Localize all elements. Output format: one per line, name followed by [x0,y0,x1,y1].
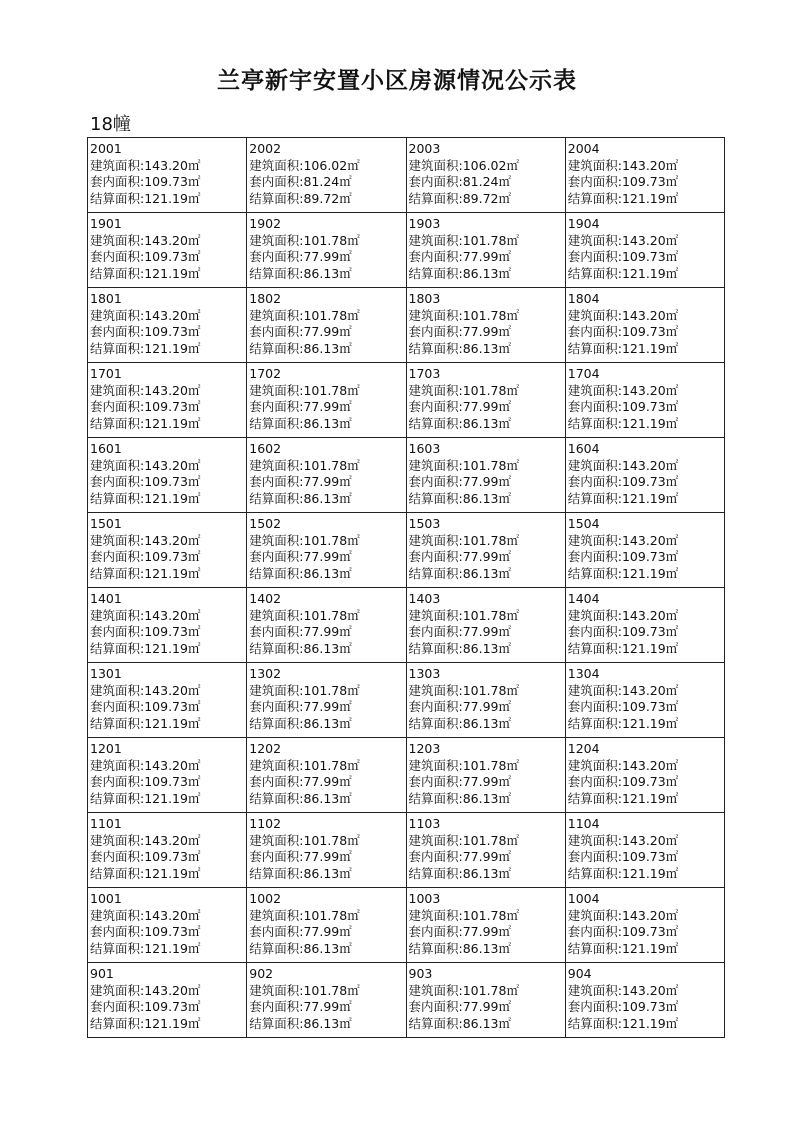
page-title: 兰亭新宇安置小区房源情况公示表 [217,67,577,94]
inner-area: 套内面积:109.73㎡ [90,474,201,489]
room-cell [247,963,406,1038]
building-area: 建筑面积:101.78㎡ [249,232,360,248]
settlement-area: 结算面积:86.13㎡ [249,790,352,806]
inner-area: 套内面积:109.73㎡ [567,474,679,489]
building-area: 建筑面积:101.78㎡ [408,757,519,773]
building-area: 建筑面积:101.78㎡ [249,682,360,698]
room-cell [406,888,565,963]
building-area: 建筑面积:143.20㎡ [90,307,201,323]
inner-area: 套内面积:109.73㎡ [567,249,679,264]
room-cell [406,288,565,363]
inner-area: 套内面积:77.99㎡ [408,774,511,789]
inner-area: 套内面积:109.73㎡ [90,699,201,714]
inner-area: 套内面积:109.73㎡ [567,324,679,339]
inner-area: 套内面积:109.73㎡ [567,549,679,564]
room-cell [406,738,565,813]
inner-area: 套内面积:109.73㎡ [90,999,201,1014]
settlement-area: 结算面积:86.13㎡ [408,940,511,956]
settlement-area: 结算面积:86.13㎡ [249,265,352,281]
inner-area: 套内面积:77.99㎡ [249,324,352,339]
room-cell [88,288,247,363]
building-area: 建筑面积:101.78㎡ [249,757,360,773]
room-number: 1704 [567,366,600,381]
room-number: 1804 [567,291,600,306]
room-number: 1404 [567,591,600,606]
room-table [87,137,725,1038]
room-number: 1901 [90,216,122,231]
room-cell [565,738,724,813]
room-number: 1801 [90,291,122,306]
room-cell [565,138,724,213]
table-row [88,438,725,513]
building-area: 建筑面积:143.20㎡ [567,832,679,848]
room-cell [247,663,406,738]
building-area: 建筑面积:143.20㎡ [90,457,201,473]
building-area: 建筑面积:143.20㎡ [90,157,201,173]
inner-area: 套内面积:77.99㎡ [249,924,352,939]
table-row [88,663,725,738]
room-number: 903 [408,966,433,981]
room-cell [247,738,406,813]
building-area: 建筑面积:101.78㎡ [408,832,519,848]
settlement-area: 结算面积:121.19㎡ [90,415,201,431]
settlement-area: 结算面积:121.19㎡ [90,265,201,281]
room-cell [406,963,565,1038]
building-area: 建筑面积:101.78㎡ [408,232,519,248]
building-area: 建筑面积:143.20㎡ [567,607,679,623]
room-number: 1304 [567,666,600,681]
settlement-area: 结算面积:121.19㎡ [90,940,201,956]
settlement-area: 结算面积:89.72㎡ [408,190,511,206]
inner-area: 套内面积:109.73㎡ [90,774,201,789]
building-area: 建筑面积:101.78㎡ [249,382,360,398]
room-cell [247,363,406,438]
inner-area: 套内面积:81.24㎡ [249,174,352,189]
building-area: 建筑面积:143.20㎡ [567,682,679,698]
building-label: 18幢 [90,114,131,135]
building-area: 建筑面积:101.78㎡ [249,907,360,923]
settlement-area: 结算面积:86.13㎡ [408,1015,511,1031]
inner-area: 套内面积:109.73㎡ [90,549,201,564]
table-row [88,363,725,438]
room-cell [88,813,247,888]
room-number: 1703 [408,366,441,381]
inner-area: 套内面积:77.99㎡ [408,549,511,564]
room-cell [88,963,247,1038]
table-row [88,588,725,663]
room-cell [247,138,406,213]
settlement-area: 结算面积:121.19㎡ [567,865,679,881]
building-area: 建筑面积:143.20㎡ [567,907,679,923]
inner-area: 套内面积:77.99㎡ [408,849,511,864]
room-cell [88,363,247,438]
table-row [88,738,725,813]
room-number: 1903 [408,216,441,231]
room-cell [406,213,565,288]
settlement-area: 结算面积:86.13㎡ [249,565,352,581]
inner-area: 套内面积:77.99㎡ [408,699,511,714]
settlement-area: 结算面积:86.13㎡ [249,340,352,356]
inner-area: 套内面积:77.99㎡ [249,624,352,639]
room-cell [565,213,724,288]
room-number: 1001 [90,891,122,906]
building-area: 建筑面积:106.02㎡ [408,157,519,173]
room-cell [406,588,565,663]
building-area: 建筑面积:143.20㎡ [567,757,679,773]
settlement-area: 结算面积:121.19㎡ [90,340,201,356]
room-number: 1504 [567,516,600,531]
inner-area: 套内面积:109.73㎡ [567,924,679,939]
building-area: 建筑面积:143.20㎡ [567,382,679,398]
room-cell [406,663,565,738]
settlement-area: 结算面积:86.13㎡ [408,790,511,806]
building-area: 建筑面积:101.78㎡ [408,457,519,473]
room-number: 1802 [249,291,282,306]
settlement-area: 结算面积:86.13㎡ [408,490,511,506]
building-area: 建筑面积:101.78㎡ [249,532,360,548]
table-row [88,213,725,288]
room-cell [88,138,247,213]
room-cell [88,888,247,963]
room-number: 2003 [408,141,441,156]
building-area: 建筑面积:101.78㎡ [249,307,360,323]
building-area: 建筑面积:101.78㎡ [249,982,360,998]
room-number: 1302 [249,666,282,681]
room-cell [406,513,565,588]
room-cell [406,138,565,213]
building-area: 建筑面积:101.78㎡ [408,307,519,323]
settlement-area: 结算面积:121.19㎡ [567,265,679,281]
table-row [88,813,725,888]
room-cell [565,513,724,588]
settlement-area: 结算面积:86.13㎡ [408,415,511,431]
room-cell [565,813,724,888]
room-cell [247,588,406,663]
building-area: 建筑面积:106.02㎡ [249,157,360,173]
inner-area: 套内面积:109.73㎡ [90,249,201,264]
inner-area: 套内面积:77.99㎡ [408,249,511,264]
room-number: 1004 [567,891,600,906]
settlement-area: 结算面积:121.19㎡ [90,190,201,206]
room-number: 1201 [90,741,122,756]
room-number: 1002 [249,891,282,906]
settlement-area: 结算面积:121.19㎡ [567,415,679,431]
room-cell [565,888,724,963]
room-cell [247,438,406,513]
settlement-area: 结算面积:121.19㎡ [567,340,679,356]
building-area: 建筑面积:101.78㎡ [408,682,519,698]
room-number: 1502 [249,516,282,531]
room-number: 1202 [249,741,282,756]
inner-area: 套内面积:77.99㎡ [249,849,352,864]
room-number: 1601 [90,441,122,456]
inner-area: 套内面积:109.73㎡ [567,399,679,414]
building-area: 建筑面积:101.78㎡ [249,832,360,848]
room-cell [88,588,247,663]
inner-area: 套内面积:109.73㎡ [90,624,201,639]
room-number: 1102 [249,816,282,831]
building-area: 建筑面积:143.20㎡ [90,382,201,398]
room-number: 1803 [408,291,441,306]
building-area: 建筑面积:143.20㎡ [567,157,679,173]
room-cell [247,888,406,963]
room-number: 901 [90,966,114,981]
room-number: 1902 [249,216,282,231]
inner-area: 套内面积:109.73㎡ [567,174,679,189]
building-area: 建筑面积:143.20㎡ [90,982,201,998]
building-area: 建筑面积:143.20㎡ [567,307,679,323]
settlement-area: 结算面积:121.19㎡ [567,490,679,506]
settlement-area: 结算面积:86.13㎡ [408,265,511,281]
table-row [88,288,725,363]
inner-area: 套内面积:77.99㎡ [408,324,511,339]
inner-area: 套内面积:77.99㎡ [408,999,511,1014]
inner-area: 套内面积:81.24㎡ [408,174,511,189]
settlement-area: 结算面积:121.19㎡ [90,490,201,506]
inner-area: 套内面积:109.73㎡ [567,774,679,789]
inner-area: 套内面积:109.73㎡ [567,999,679,1014]
settlement-area: 结算面积:86.13㎡ [408,715,511,731]
settlement-area: 结算面积:86.13㎡ [249,415,352,431]
inner-area: 套内面积:77.99㎡ [249,774,352,789]
room-cell [88,213,247,288]
room-cell [406,438,565,513]
room-cell [88,663,247,738]
room-number: 2004 [567,141,600,156]
room-number: 1503 [408,516,441,531]
inner-area: 套内面积:77.99㎡ [249,249,352,264]
room-number: 1401 [90,591,122,606]
room-cell [565,663,724,738]
room-cell [565,588,724,663]
inner-area: 套内面积:77.99㎡ [408,924,511,939]
settlement-area: 结算面积:86.13㎡ [249,640,352,656]
settlement-area: 结算面积:121.19㎡ [90,565,201,581]
inner-area: 套内面积:77.99㎡ [408,399,511,414]
room-number: 2001 [90,141,122,156]
inner-area: 套内面积:77.99㎡ [249,699,352,714]
inner-area: 套内面积:109.73㎡ [90,399,201,414]
building-area: 建筑面积:143.20㎡ [90,832,201,848]
room-cell [565,963,724,1038]
room-cell [247,213,406,288]
room-cell [565,288,724,363]
building-area: 建筑面积:143.20㎡ [90,682,201,698]
room-number: 1603 [408,441,441,456]
inner-area: 套内面积:109.73㎡ [567,699,679,714]
room-number: 902 [249,966,274,981]
room-number: 2002 [249,141,282,156]
building-area: 建筑面积:143.20㎡ [567,232,679,248]
inner-area: 套内面积:109.73㎡ [567,849,679,864]
room-cell [565,363,724,438]
building-area: 建筑面积:101.78㎡ [408,607,519,623]
inner-area: 套内面积:109.73㎡ [90,174,201,189]
inner-area: 套内面积:77.99㎡ [249,474,352,489]
settlement-area: 结算面积:86.13㎡ [249,940,352,956]
room-cell [88,438,247,513]
inner-area: 套内面积:77.99㎡ [249,399,352,414]
room-number: 1103 [408,816,441,831]
building-area: 建筑面积:143.20㎡ [567,532,679,548]
inner-area: 套内面积:77.99㎡ [249,999,352,1014]
settlement-area: 结算面积:86.13㎡ [249,715,352,731]
room-cell [406,813,565,888]
building-area: 建筑面积:101.78㎡ [408,982,519,998]
building-area: 建筑面积:143.20㎡ [567,457,679,473]
settlement-area: 结算面积:89.72㎡ [249,190,352,206]
table-row [88,513,725,588]
settlement-area: 结算面积:121.19㎡ [90,790,201,806]
settlement-area: 结算面积:86.13㎡ [249,490,352,506]
room-number: 1204 [567,741,600,756]
settlement-area: 结算面积:86.13㎡ [408,640,511,656]
room-number: 1904 [567,216,600,231]
building-area: 建筑面积:101.78㎡ [249,607,360,623]
settlement-area: 结算面积:121.19㎡ [90,1015,201,1031]
room-number: 1501 [90,516,122,531]
table-row [88,138,725,213]
building-area: 建筑面积:143.20㎡ [567,982,679,998]
settlement-area: 结算面积:121.19㎡ [567,715,679,731]
inner-area: 套内面积:77.99㎡ [408,474,511,489]
settlement-area: 结算面积:121.19㎡ [567,790,679,806]
settlement-area: 结算面积:86.13㎡ [408,865,511,881]
building-area: 建筑面积:143.20㎡ [90,757,201,773]
building-area: 建筑面积:101.78㎡ [249,457,360,473]
settlement-area: 结算面积:121.19㎡ [567,565,679,581]
inner-area: 套内面积:77.99㎡ [408,624,511,639]
room-cell [88,738,247,813]
room-number: 1701 [90,366,122,381]
building-area: 建筑面积:101.78㎡ [408,532,519,548]
table-row [88,888,725,963]
settlement-area: 结算面积:121.19㎡ [90,865,201,881]
settlement-area: 结算面积:121.19㎡ [567,940,679,956]
settlement-area: 结算面积:121.19㎡ [90,715,201,731]
room-cell [247,288,406,363]
room-number: 1702 [249,366,282,381]
inner-area: 套内面积:109.73㎡ [567,624,679,639]
settlement-area: 结算面积:86.13㎡ [408,340,511,356]
inner-area: 套内面积:109.73㎡ [90,849,201,864]
inner-area: 套内面积:109.73㎡ [90,324,201,339]
room-number: 1203 [408,741,441,756]
room-number: 1101 [90,816,122,831]
building-area: 建筑面积:101.78㎡ [408,907,519,923]
room-number: 1301 [90,666,122,681]
room-number: 1403 [408,591,441,606]
inner-area: 套内面积:77.99㎡ [249,549,352,564]
inner-area: 套内面积:109.73㎡ [90,924,201,939]
settlement-area: 结算面积:121.19㎡ [567,640,679,656]
table-row [88,963,725,1038]
room-number: 1303 [408,666,441,681]
settlement-area: 结算面积:86.13㎡ [249,1015,352,1031]
room-number: 1003 [408,891,441,906]
room-cell [247,813,406,888]
building-area: 建筑面积:143.20㎡ [90,532,201,548]
room-number: 1602 [249,441,282,456]
room-cell [88,513,247,588]
room-cell [247,513,406,588]
room-number: 1604 [567,441,600,456]
room-cell [565,438,724,513]
settlement-area: 结算面积:121.19㎡ [90,640,201,656]
room-number: 1402 [249,591,282,606]
settlement-area: 结算面积:86.13㎡ [249,865,352,881]
room-cell [406,363,565,438]
building-area: 建筑面积:143.20㎡ [90,607,201,623]
settlement-area: 结算面积:86.13㎡ [408,565,511,581]
settlement-area: 结算面积:121.19㎡ [567,1015,679,1031]
room-table-body [88,138,725,1038]
building-area: 建筑面积:101.78㎡ [408,382,519,398]
room-number: 1104 [567,816,600,831]
room-number: 904 [567,966,592,981]
building-area: 建筑面积:143.20㎡ [90,232,201,248]
building-area: 建筑面积:143.20㎡ [90,907,201,923]
settlement-area: 结算面积:121.19㎡ [567,190,679,206]
